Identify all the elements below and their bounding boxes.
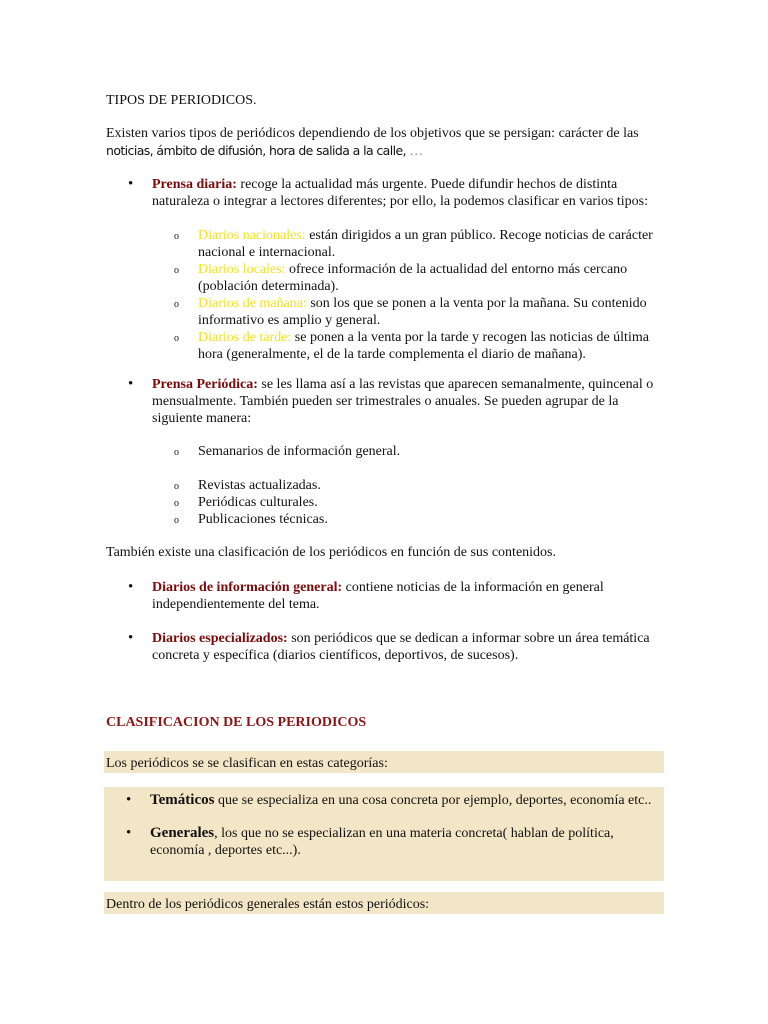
periodica-sublist-b xyxy=(106,477,666,528)
term-diarios-locales: Diarios locales: xyxy=(198,262,286,277)
diarios-sublist xyxy=(106,227,666,363)
list-item xyxy=(106,261,666,295)
list-item: o Semanarios de información general. xyxy=(106,443,666,460)
clasificacion-list xyxy=(104,792,664,859)
list-item-prensa-periodica xyxy=(106,376,666,427)
list-item xyxy=(104,792,664,809)
clasificacion-box xyxy=(104,787,664,881)
section-heading: CLASIFICACION DE LOS PERIODICOS xyxy=(106,715,367,730)
list-item xyxy=(106,227,666,261)
term-especializados: Diarios especializados: xyxy=(152,631,288,646)
list-item xyxy=(106,295,666,329)
list-item: o Revistas actualizadas. xyxy=(106,477,666,494)
list-item xyxy=(106,630,666,664)
prensa-periodica-list xyxy=(106,376,666,427)
intro-paragraph xyxy=(106,125,666,160)
term-generales: Generales xyxy=(150,825,215,841)
contenidos-paragraph: También existe una clasificación de los periódicos en función de sus contenidos. xyxy=(106,545,557,560)
list-text: , los que no se especializan en una materia concreta( hablan de política, economía , deportes etc...). xyxy=(150,826,614,858)
term-prensa-diaria: Prensa diaria: xyxy=(152,177,237,192)
sublist-text: ofrece información de la actualidad del entorno más cercano (población determinada). xyxy=(198,262,628,294)
sublist-text: se ponen a la venta por la tarde y recogen las noticias de última hora (generalmente, el de la tarde complementa el diario de mañana). xyxy=(198,330,649,362)
list-item: o Periódicas culturales. xyxy=(106,494,666,511)
intro-text-a: Existen varios tipos de periódicos dependiendo de los objetivos que se persigan: carácter de las xyxy=(106,126,639,141)
contenidos-list-a xyxy=(106,579,666,613)
clasificacion-intro: Los periódicos se se clasifican en estas categorías: xyxy=(104,751,664,773)
prensa-periodica-text: se les llama así a las revistas que aparecen semanalmente, quincenal o mensualmente. También pueden ser trimestrales o anuales. Se pueden agrupar de la siguiente manera: xyxy=(152,377,654,426)
sublist-text: son los que se ponen a la venta por la mañana. Su contenido informativo es amplio y general. xyxy=(198,296,647,328)
sublist-text: están dirigidos a un gran público. Recoge noticias de carácter nacional e internacional. xyxy=(198,228,653,260)
prensa-diaria-list xyxy=(106,176,666,210)
list-item xyxy=(106,579,666,613)
list-text: que se especializa en una cosa concreta por ejemplo, deportes, economía etc.. xyxy=(214,793,652,808)
generales-intro: Dentro de los periódicos generales están estos periódicos: xyxy=(104,892,664,914)
list-text: son periódicos que se dedican a informar sobre un área temática concreta y específica (diarios científicos, deportivos, de sucesos). xyxy=(152,631,650,663)
periodica-sublist-a xyxy=(106,443,666,460)
term-diarios-manana: Diarios de mañana: xyxy=(198,296,307,311)
term-diarios-tarde: Diarios de tarde: xyxy=(198,330,292,345)
list-item: o Publicaciones técnicas. xyxy=(106,511,666,528)
intro-ellipsis: … xyxy=(409,144,424,159)
list-item xyxy=(106,329,666,363)
page-title: TIPOS DE PERIODICOS. xyxy=(106,93,257,108)
prensa-diaria-text: recoge la actualidad más urgente. Puede difundir hechos de distinta naturaleza o integrar a lectores diferentes; por ello, la podemos clasificar en varios tipos: xyxy=(152,177,649,209)
term-tematicos: Temáticos xyxy=(150,792,215,808)
list-item-prensa-diaria xyxy=(106,176,666,210)
term-diarios-nacionales: Diarios nacionales: xyxy=(198,228,306,243)
term-prensa-periodica: Prensa Periódica: xyxy=(152,377,258,392)
contenidos-list-b xyxy=(106,630,666,664)
term-informacion-general: Diarios de información general: xyxy=(152,580,343,595)
list-text: contiene noticias de la información en general independientemente del tema. xyxy=(152,580,604,612)
intro-text-b: noticias, ámbito de difusión, hora de salida a la calle, xyxy=(106,143,410,158)
list-item xyxy=(104,825,664,859)
